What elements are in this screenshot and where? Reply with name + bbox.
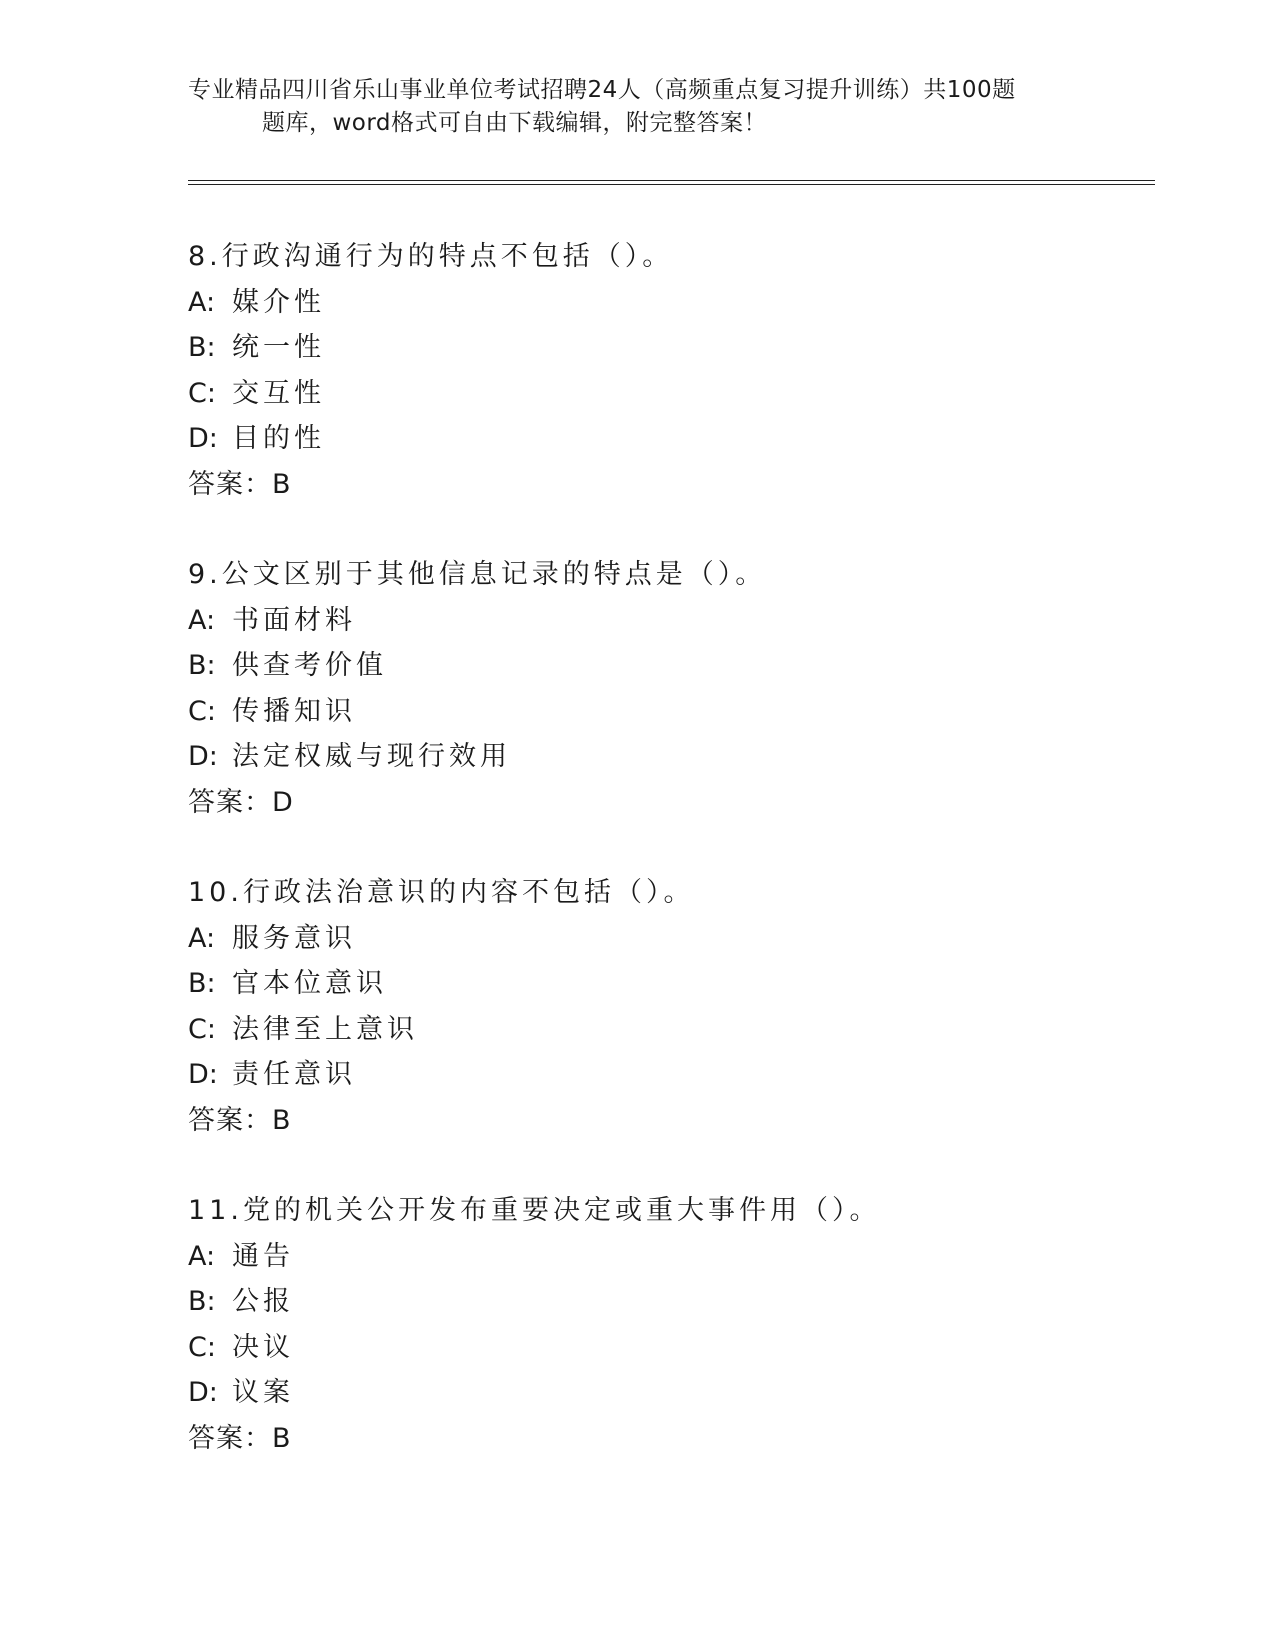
- option-letter: C:: [188, 1013, 216, 1045]
- option-text: 责任意识: [232, 1059, 356, 1090]
- option-a: [188, 916, 1148, 962]
- question-title: 11.党的机关公开发布重要决定或重大事件用（）。: [188, 1195, 881, 1226]
- option-text: 决议: [232, 1331, 294, 1363]
- option-text: 交互性: [232, 377, 325, 409]
- question-item: [188, 234, 1148, 507]
- option-text: 法定权威与现行效用: [232, 741, 511, 772]
- option-letter: B:: [188, 650, 216, 681]
- option-letter: A:: [188, 604, 216, 636]
- option-d: [188, 734, 1148, 780]
- option-letter: A:: [188, 1240, 216, 1272]
- header-title-line-2: 题库，word格式可自由下载编辑，附完整答案！: [262, 110, 768, 136]
- question-title: 9.公文区别于其他信息记录的特点是（）。: [188, 559, 767, 590]
- option-letter: C:: [188, 1331, 216, 1363]
- option-d: [188, 1052, 1148, 1098]
- option-text: 公报: [232, 1286, 294, 1317]
- option-text: 议案: [232, 1377, 294, 1408]
- option-text: 官本位意识: [232, 968, 387, 999]
- option-text: 传播知识: [232, 695, 356, 727]
- option-letter: A:: [188, 286, 216, 318]
- option-letter: B:: [188, 968, 216, 999]
- option-letter: B:: [188, 1286, 216, 1317]
- option-a: [188, 598, 1148, 644]
- question-title: 8.行政沟通行为的特点不包括（）。: [188, 241, 674, 272]
- header-divider-top: [188, 180, 1155, 181]
- option-d: [188, 416, 1148, 462]
- option-c: [188, 1325, 1148, 1371]
- option-b: [188, 961, 1148, 1007]
- option-b: [188, 325, 1148, 371]
- question-title: 10.行政法治意识的内容不包括（）。: [188, 877, 695, 908]
- option-text: 目的性: [232, 423, 325, 454]
- option-letter: D:: [188, 1059, 218, 1090]
- option-letter: D:: [188, 741, 218, 772]
- option-a: [188, 1234, 1148, 1280]
- option-text: 媒介性: [232, 286, 325, 318]
- option-b: [188, 643, 1148, 689]
- option-letter: D:: [188, 1377, 218, 1408]
- option-c: [188, 1007, 1148, 1053]
- option-text: 服务意识: [232, 922, 356, 954]
- option-text: 通告: [232, 1240, 294, 1272]
- header-divider-bottom: [188, 184, 1155, 185]
- document-header: [188, 74, 1088, 140]
- option-letter: A:: [188, 922, 216, 954]
- option-a: [188, 280, 1148, 326]
- option-text: 法律至上意识: [232, 1013, 418, 1045]
- question-item: [188, 870, 1148, 1143]
- option-d: [188, 1370, 1148, 1416]
- question-item: [188, 1188, 1148, 1461]
- option-letter: B:: [188, 332, 216, 363]
- option-text: 统一性: [232, 332, 325, 363]
- answer-line: 答案：B: [188, 1104, 292, 1136]
- answer-line: 答案：D: [188, 786, 294, 818]
- option-letter: C:: [188, 695, 216, 727]
- question-list: [188, 234, 1148, 1506]
- option-text: 书面材料: [232, 604, 356, 636]
- option-letter: C:: [188, 377, 216, 409]
- header-title-line-1: 专业精品四川省乐山事业单位考试招聘24人（高频重点复习提升训练）共100题: [188, 77, 1016, 103]
- option-text: 供查考价值: [232, 650, 387, 681]
- question-item: [188, 552, 1148, 825]
- option-letter: D:: [188, 423, 218, 454]
- option-c: [188, 371, 1148, 417]
- answer-line: 答案：B: [188, 1422, 292, 1454]
- answer-line: 答案：B: [188, 468, 292, 500]
- option-c: [188, 689, 1148, 735]
- option-b: [188, 1279, 1148, 1325]
